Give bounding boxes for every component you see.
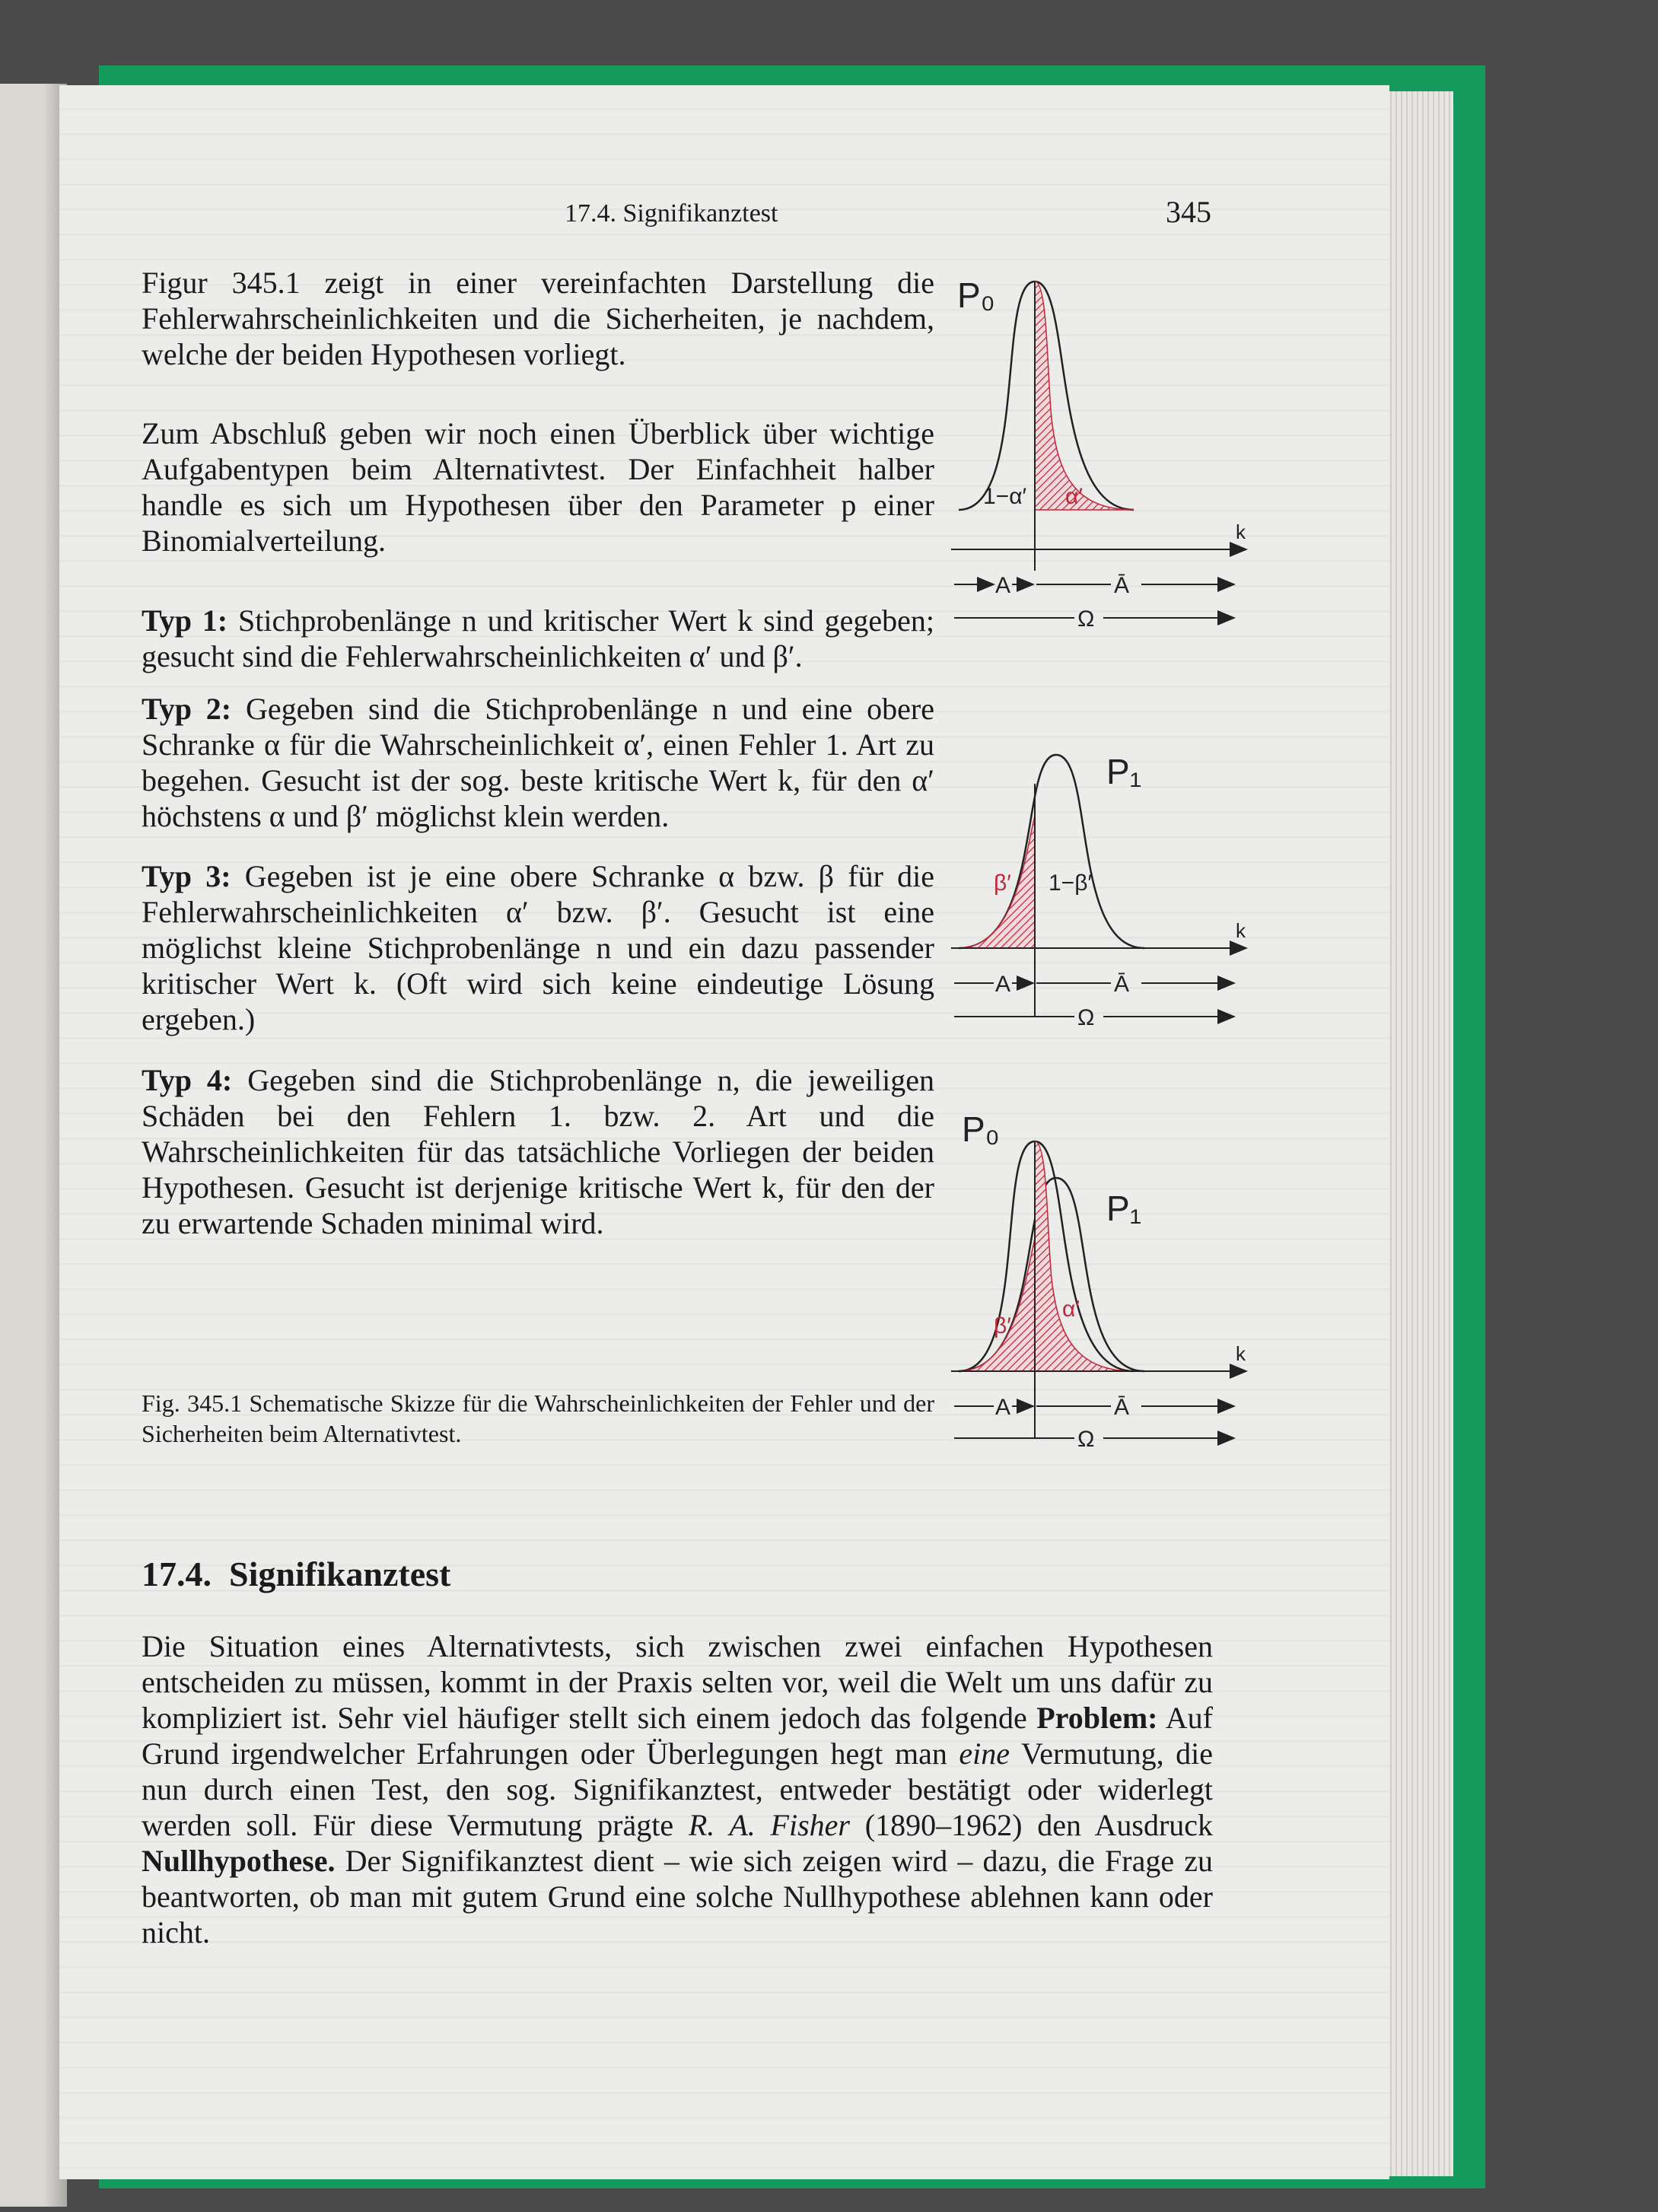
set-a-label: A	[995, 573, 1011, 598]
section-number: 17.4.	[142, 1555, 212, 1593]
set-a-bar-label: Ā	[1114, 1395, 1130, 1420]
right-area-label: 1−β′	[1049, 870, 1093, 896]
left-area-label: β′	[994, 870, 1011, 896]
type-text: Stichprobenlänge n und kritischer Wert k sind gegeben; gesucht sind die Fehlerwahrscheinlichkeiten α′ und β′.	[142, 603, 935, 673]
panel-2	[951, 752, 1246, 1030]
omega-label: Ω	[1077, 1427, 1095, 1452]
omega-label: Ω	[1077, 606, 1095, 632]
running-head: 17.4. Signifikanztest	[565, 199, 778, 228]
type-1	[142, 603, 934, 674]
curve-label: P₀	[957, 275, 995, 315]
text-run: Die Situation eines Alternativtests, sich zwischen zwei einfachen Hypothesen entscheiden zu müssen, kommt in der Praxis selten vor, weil die Welt um uns dafür zu kompliziert ist. Sehr viel häufiger stellt sich einem jedoch das folgende	[142, 1629, 1213, 1735]
section-title: Signifikanztest	[229, 1555, 451, 1593]
curve-label-p1: P₁	[1106, 1189, 1142, 1228]
type-label: Typ 3:	[142, 859, 231, 893]
author-name: R. A. Fisher	[688, 1808, 850, 1842]
type-label: Typ 4:	[142, 1063, 233, 1097]
omega-label: Ω	[1077, 1005, 1095, 1030]
section-paragraph	[142, 1628, 1213, 1950]
bold-term: Nullhypothese.	[142, 1844, 336, 1878]
page-number: 345	[1166, 195, 1211, 229]
type-text: Gegeben sind die Stichprobenlänge n, die jeweiligen Schäden bei den Fehlern 1. bzw. 2. Art und die Wahrscheinlichkeiten für das tatsächliche Vorliegen der beiden Hypothesen. Gesucht ist derjenige kritische Wert k, für den der zu erwartende Schaden minimal wird.	[142, 1063, 934, 1240]
type-label: Typ 2:	[142, 692, 232, 726]
axis-label-k: k	[1236, 919, 1246, 942]
set-a-bar-label: Ā	[1114, 972, 1130, 997]
intro-paragraph: Figur 345.1 zeigt in einer vereinfachten Darstellung die Fehlerwahrscheinlichkeiten und die Sicherheiten, je nachdem, welche der beiden Hypothesen vorliegt.	[142, 266, 934, 371]
set-a-label: A	[995, 1395, 1011, 1420]
type-label: Typ 1:	[142, 603, 228, 638]
set-a-label: A	[995, 972, 1011, 997]
curve-label: P₁	[1106, 752, 1142, 791]
axis-label-k: k	[1236, 520, 1246, 543]
emphasis: eine	[959, 1736, 1010, 1771]
text-run: Vermutung, die nun durch einen Test, den sog. Signifikanztest, entweder bestätigt oder widerlegt werden soll. Für diese Vermutung prägte	[142, 1736, 1213, 1842]
right-area-label: α′	[1062, 1297, 1080, 1322]
type-text: Gegeben ist je eine obere Schranke α bzw. β für die Fehlerwahrscheinlichkeiten α′ bzw. β′. Gesucht ist eine möglichst kleine Stichprobenlänge n und ein dazu passender kritischer Wert k. (Oft wird sich keine eindeutige Lösung ergeben.)	[142, 859, 934, 1036]
type-text: Gegeben sind die Stichprobenlänge n und eine obere Schranke α für die Wahrscheinlichkeit α′, einen Fehler 1. Art zu begehen. Gesucht ist der sog. beste kritische Wert k, für den α′ höchstens α und β′ möglichst klein werden.	[142, 692, 935, 833]
panel-3	[951, 1109, 1246, 1452]
curve-label-p0: P₀	[962, 1109, 1000, 1149]
beta-area	[959, 1239, 1035, 1371]
section-heading	[142, 1554, 450, 1594]
left-area-label: β′	[994, 1313, 1011, 1338]
alpha-area	[1035, 282, 1134, 510]
figure-caption: Fig. 345.1 Schematische Skizze für die Wahrscheinlichkeiten der Fehler und der Sicherheiten beim Alternativtest.	[142, 1389, 934, 1447]
right-area-label: α′	[1065, 484, 1083, 509]
type-4	[142, 1062, 934, 1241]
panel-1	[951, 275, 1246, 632]
text-run: Auf Grund irgendwelcher Erfahrungen oder Überlegungen hegt man	[142, 1701, 1213, 1771]
text-run: Der Signifikanztest dient – wie sich zeigen wird – dazu, die Frage zu beantworten, ob man mit gutem Grund eine solche Nullhypothese ablehnen kann oder nicht.	[142, 1844, 1213, 1949]
type-3	[142, 858, 934, 1037]
left-area-label: 1−α′	[983, 484, 1027, 509]
figure-345-1	[944, 266, 1278, 1453]
bold-term: Problem:	[1036, 1701, 1158, 1735]
type-2	[142, 691, 934, 834]
axis-label-k: k	[1236, 1342, 1246, 1365]
overview-paragraph: Zum Abschluß geben wir noch einen Überblick über wichtige Aufgabentypen beim Alternativtest. Der Einfachheit halber handle es sich um Hypothesen über den Parameter p einer Binomialverteilung.	[142, 416, 934, 558]
text-run: (1890–1962) den Ausdruck	[864, 1808, 1214, 1842]
set-a-bar-label: Ā	[1114, 573, 1130, 598]
